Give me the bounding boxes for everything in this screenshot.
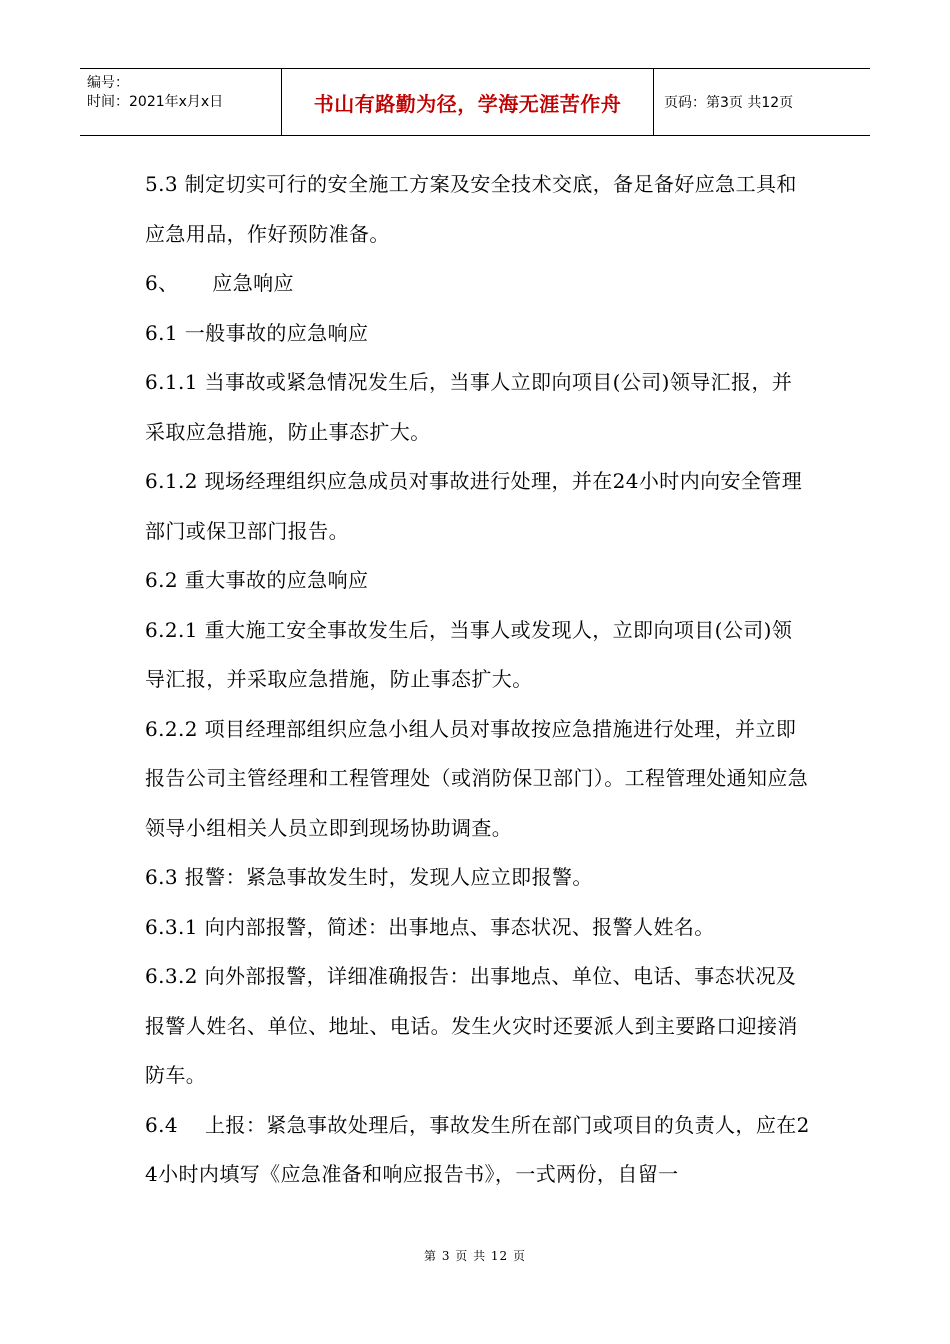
- header-meta: [80, 69, 282, 135]
- paragraph: 6.3.2 向外部报警，详细准确报告：出事地点、单位、电话、事态状况及报警人姓名、单位、地址、电话。发生火灾时还要派人到主要路口迎接消防车。: [145, 964, 798, 1087]
- paragraph: 6.1.2 现场经理组织应急成员对事故进行处理，并在24小时内向安全管理部门或保卫部门报告。: [145, 469, 803, 543]
- paragraph: 6.2.2 项目经理部组织应急小组人员对事故按应急措施进行处理，并立即报告公司主管经理和工程管理处（或消防保卫部门）。工程管理处通知应急领导小组相关人员立即到现场协助调查。: [145, 716, 809, 840]
- date-label: 时间：2021年x月x日: [87, 94, 224, 110]
- number-label: 编号：: [87, 75, 129, 91]
- page-footer: 第 3 页 共 12 页: [424, 1249, 526, 1263]
- paragraph: 6.3.1 向内部报警，简述：出事地点、事态状况、报警人姓名。: [145, 914, 715, 939]
- document-header: [80, 68, 870, 136]
- header-motto: 书山有路勤为径，学海无涯苦作舟: [282, 69, 654, 135]
- document-body: [145, 160, 810, 1200]
- paragraph: 6.3 报警：紧急事故发生时，发现人应立即报警。: [145, 865, 593, 889]
- section-heading: 6.1 一般事故的应急响应: [145, 320, 369, 345]
- paragraph: 5.3 制定切实可行的安全施工方案及安全技术交底，备足备好应急工具和应急用品，作好预防准备。: [145, 172, 797, 246]
- paragraph: 6.4 上报：紧急事故处理后，事故发生所在部门或项目的负责人，应在24小时内填写《应急准备和响应报告书》，一式两份，自留一: [145, 1112, 810, 1186]
- section-heading: 6、 应急响应: [145, 271, 294, 295]
- paragraph: 6.1.1 当事故或紧急情况发生后，当事人立即向项目(公司)领导汇报，并采取应急措施，防止事态扩大。: [145, 370, 793, 444]
- section-heading: 6.2 重大事故的应急响应: [145, 568, 369, 592]
- header-page-info: 页码：第3页 共12页: [664, 95, 794, 111]
- paragraph: 6.2.1 重大施工安全事故发生后，当事人或发现人，立即向项目(公司)领导汇报，并采取应急措施，防止事态扩大。: [145, 617, 793, 691]
